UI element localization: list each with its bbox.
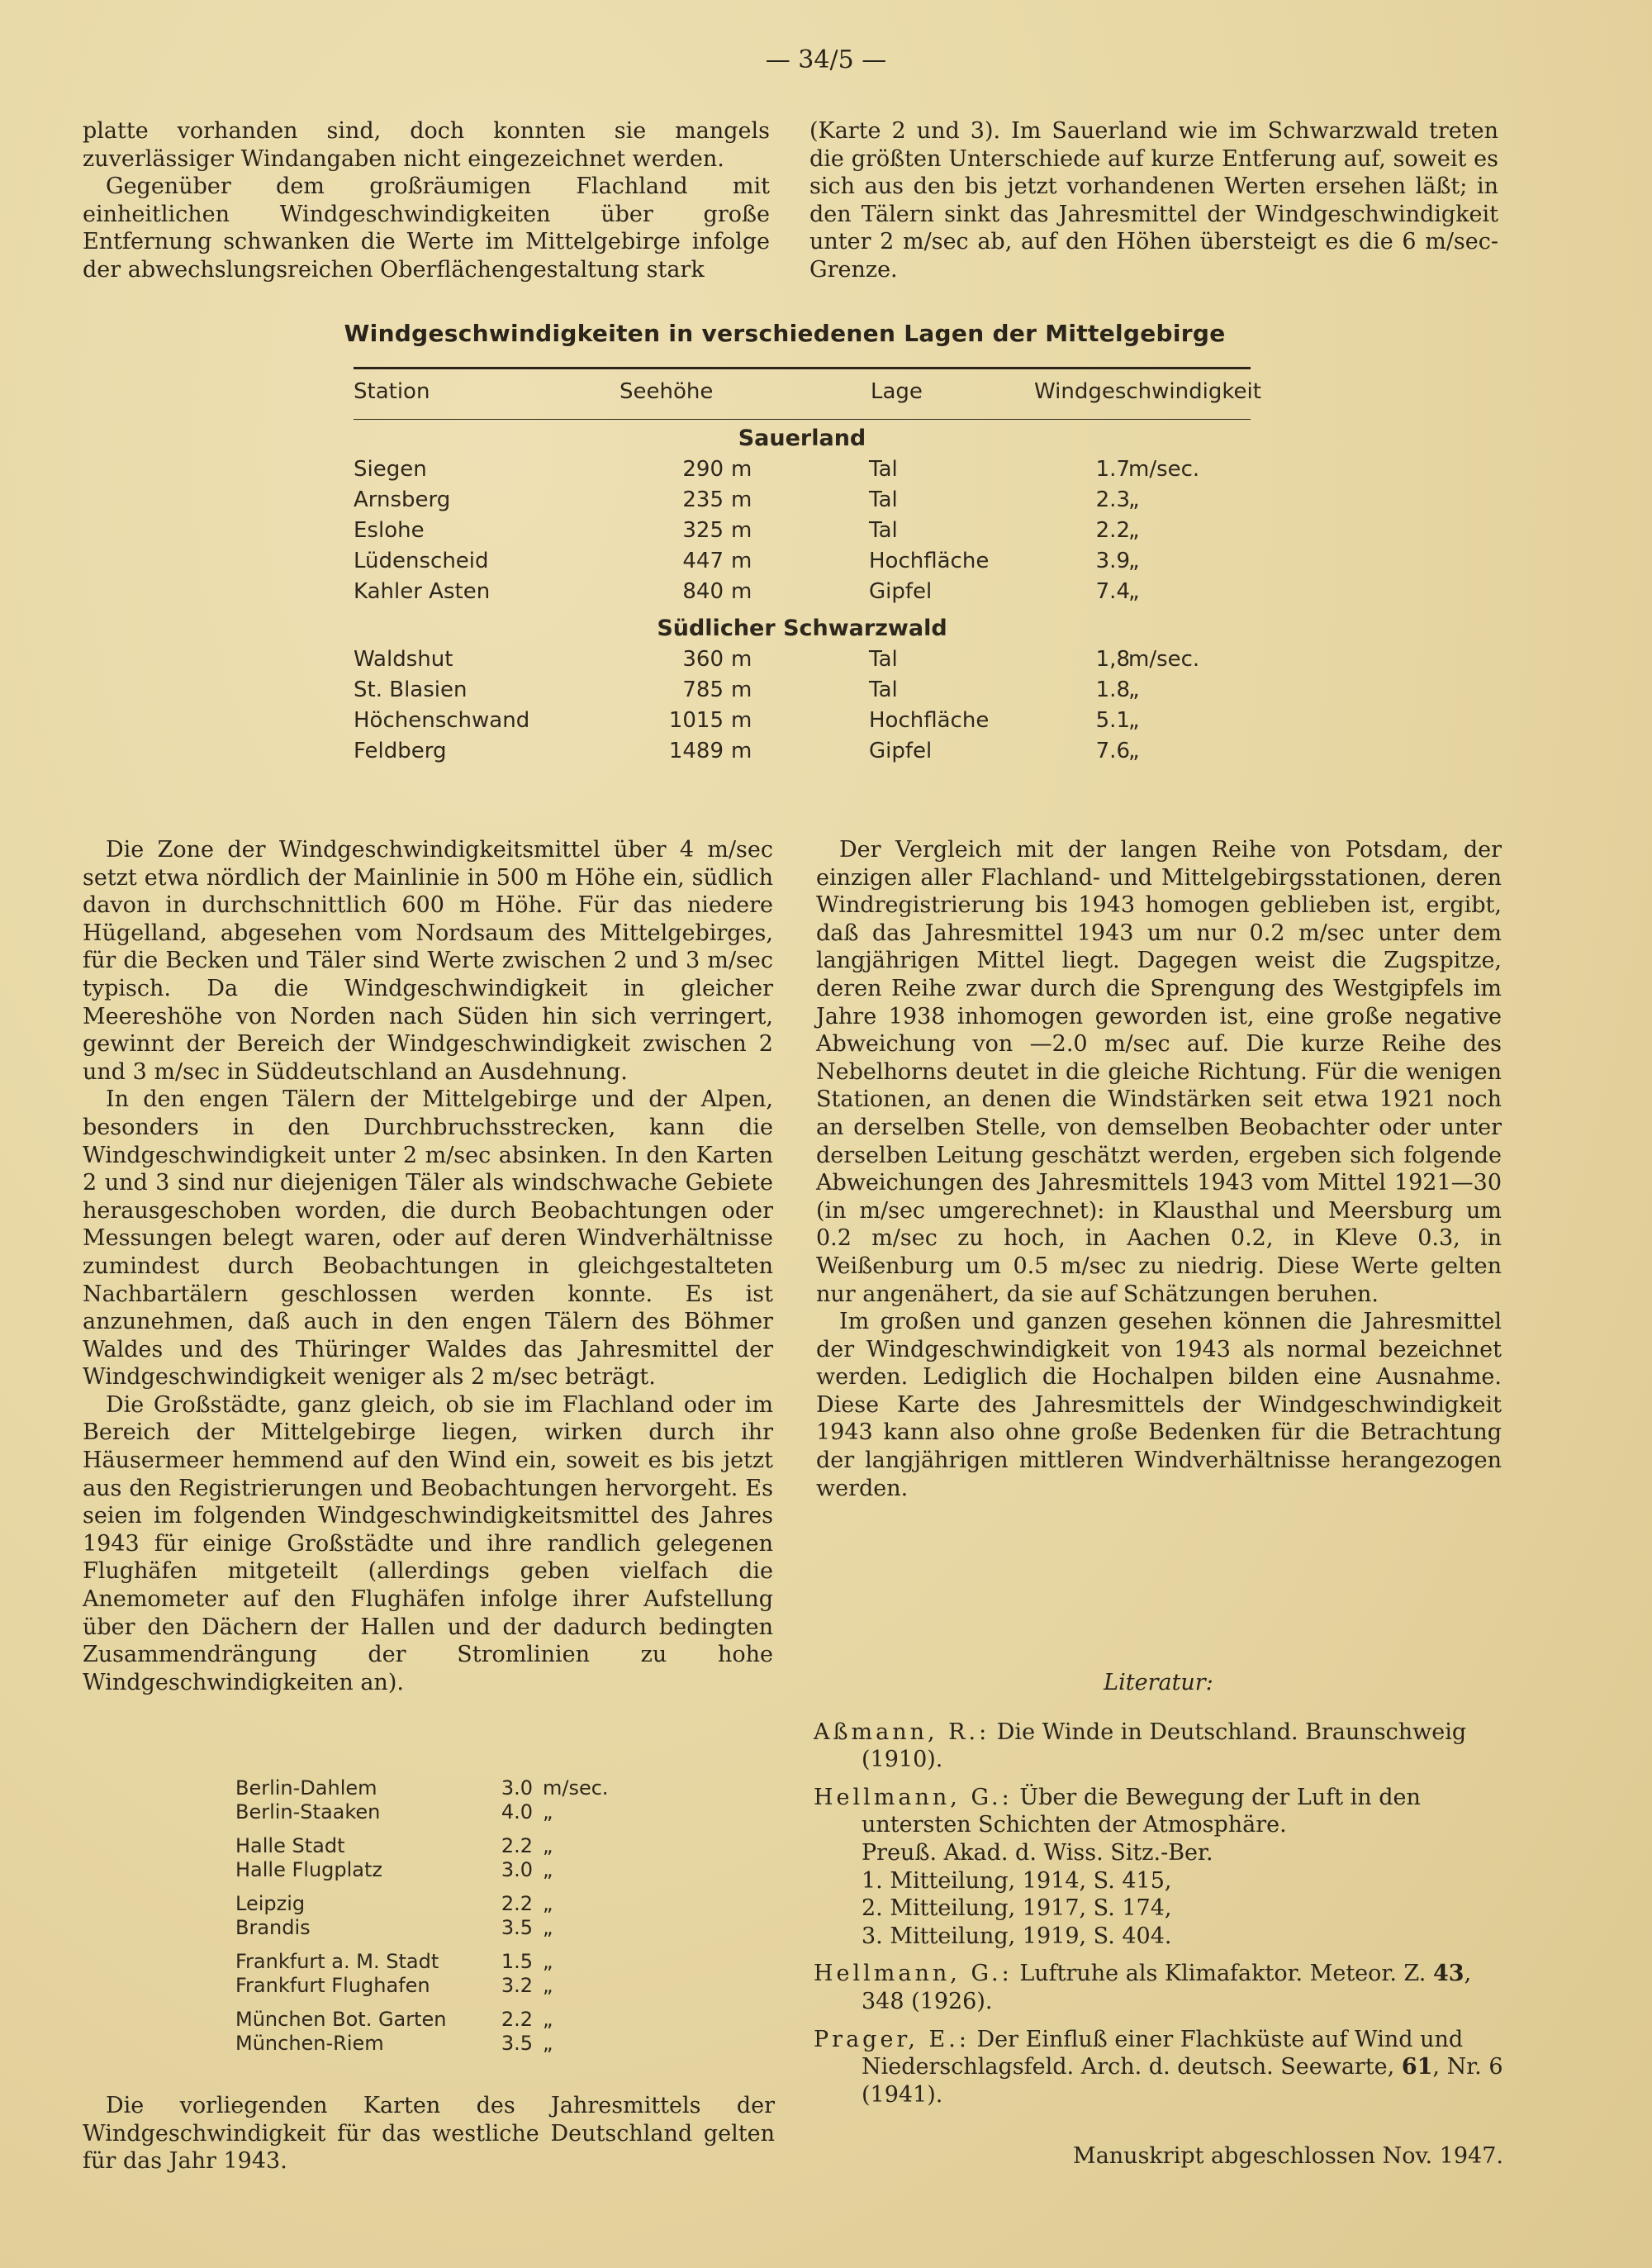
height-unit: m <box>731 647 752 672</box>
station-location: Tal <box>869 518 898 543</box>
reference-line: Preuß. Akad. d. Wiss. Sitz.-Ber. <box>862 1839 1213 1866</box>
reference-author: Hellmann, G.: <box>814 1784 1013 1810</box>
station-location: Tal <box>869 647 898 672</box>
speed-unit: „ <box>1128 708 1140 733</box>
paragraph: Die Großstädte, ganz gleich, ob sie im Flachland oder im Bereich der Mittelgebirge liegen, wirken durch ihr Häusermeer hemmend auf den Wind ein, soweit es bis jetzt aus den Registrierungen und Beobachtungen hervorgeht. Es seien im folgenden Windgeschwindigkeitsmittel des Jahres 1943 für einige Großstädte und ihre randlich gelegenen Flughäfen mitgeteilt (allerdings geben vielfach die Anemometer auf den Flughäfen infolge ihrer Aufstellung über den Dächern der Hallen und der dadurch bedingten Zusammendrängung der Stromlinien zu hohe Windgeschwindigkeiten an). <box>83 1391 773 1695</box>
reference-entry <box>814 1960 1503 2015</box>
place-value: 2.2 <box>501 1892 533 1915</box>
station-height: 785 <box>682 678 724 702</box>
paragraph: Die vorliegenden Karten des Jahresmittels der Windgeschwindigkeit für das westliche Deutschland gelten für das Jahr 1943. <box>83 2093 775 2175</box>
table-row <box>235 1776 665 1800</box>
speed-unit: m/sec. <box>1128 457 1200 482</box>
header-height: Seehöhe <box>620 379 714 404</box>
speed-unit: „ <box>1128 678 1140 702</box>
station-location: Tal <box>869 457 898 482</box>
table-row <box>354 678 1251 708</box>
place-value: 3.0 <box>501 1858 533 1881</box>
station-speed: 7.6 <box>1095 739 1130 763</box>
value-unit: „ <box>543 1950 553 1973</box>
station-location: Hochfläche <box>869 708 990 733</box>
place-value: 2.2 <box>501 2008 533 2031</box>
table-row <box>354 579 1251 610</box>
height-unit: m <box>731 678 752 702</box>
value-unit: „ <box>543 1858 553 1881</box>
paragraph: Der Vergleich mit der langen Reihe von Potsdam, der einzigen aller Flachland- und Mittelgebirgsstationen, deren Windregistrierung bis 1943 homogen geblieben ist, ergibt, daß das Jahresmittel 1943 um nur 0.2 m/sec unter dem langjährigen Mittel liegt. Dagegen weist die Zugspitze, deren Reihe zwar durch die Sprengung des Westgipfels im Jahre 1938 inhomogen geworden ist, eine große negative Abweichung von —2.0 m/sec auf. Die kurze Reihe des Nebelhorns deutet in die gleiche Richtung. Für die wenigen Stationen, an denen die Windstärken seit etwa 1921 noch an derselben Stelle, von demselben Beobachter oder unter derselben Leitung geschätzt werden, ergeben sich folgende Abweichungen des Jahresmittels 1943 vom Mittel 1921—30 (in m/sec umgerechnet): in Klausthal und Meersburg um 0.2 m/sec zu hoch, in Aachen 0.2, in Kleve 0.3, in Weißenburg um 0.5 m/sec zu niedrig. Diese Werte gelten nur angenähert, da sie auf Schätzungen beruhen. <box>816 837 1502 1307</box>
speed-unit: m/sec. <box>1128 647 1200 672</box>
speed-unit: „ <box>1128 518 1140 543</box>
table-row <box>354 518 1251 549</box>
table-row <box>235 1950 665 1974</box>
table-row <box>235 1916 665 1940</box>
place-name: Frankfurt a. M. Stadt <box>235 1950 439 1973</box>
table-row <box>235 1800 665 1824</box>
table-row <box>354 487 1251 518</box>
paragraph: Gegenüber dem großräumigen Flachland mit einheitlichen Windgeschwindigkeiten über große Entfernung schwanken die Werte im Mittelgebirge infolge der abwechslungsreichen Oberflächengestaltung stark <box>83 174 770 283</box>
reference-line: 1. Mitteilung, 1914, S. 415, <box>862 1867 1172 1894</box>
reference-entry <box>814 1719 1503 1774</box>
place-name: Frankfurt Flughafen <box>235 1974 430 1997</box>
header-speed: Windgeschwindigkeit <box>1034 379 1261 404</box>
reference-line: 2. Mitteilung, 1917, S. 174, <box>862 1895 1172 1922</box>
station-name: Siegen <box>354 457 427 482</box>
value-unit: „ <box>543 1974 553 1997</box>
place-value: 3.5 <box>501 1916 533 1939</box>
city-group <box>235 2008 665 2056</box>
city-group <box>235 1834 665 1882</box>
station-speed: 1.7 <box>1095 457 1130 482</box>
table-row <box>354 647 1251 678</box>
reference-volume: 61 <box>1401 2054 1433 2080</box>
place-name: Berlin-Dahlem <box>235 1776 377 1800</box>
place-value: 3.0 <box>501 1776 533 1800</box>
paragraph: In den engen Tälern der Mittelgebirge und der Alpen, besonders in den Durchbruchsstrecken, kann die Windgeschwindigkeit unter 2 m/sec absinken. In den Karten 2 und 3 sind nur diejenigen Täler als windschwache Gebiete herausgeschoben worden, die durch Beobachtungen oder Messungen belegt waren, oder auf deren Windverhältnisse zumindest durch Beobachtungen in gleichgestalteten Nachbartälern geschlossen werden konnte. Es ist anzunehmen, daß auch in den engen Tälern des Böhmer Waldes und des Thüringer Waldes das Jahresmittel der Windgeschwindigkeit weniger als 2 m/sec beträgt. <box>83 1086 773 1391</box>
place-name: Brandis <box>235 1916 311 1939</box>
height-unit: m <box>731 487 752 512</box>
city-wind-table <box>235 1776 665 2066</box>
station-name: Eslohe <box>354 518 425 543</box>
value-unit: „ <box>543 1834 553 1857</box>
city-group <box>235 1950 665 1998</box>
value-unit: m/sec. <box>543 1776 609 1800</box>
place-value: 3.2 <box>501 1974 533 1997</box>
reference-author: Aßmann, R.: <box>814 1719 990 1745</box>
reference-author: Hellmann, G.: <box>814 1961 1013 1987</box>
literature-title: Literatur: <box>1104 1670 1213 1695</box>
table-row <box>235 2032 665 2056</box>
middle-left-column <box>83 836 773 1696</box>
station-height: 325 <box>682 518 724 543</box>
place-name: Berlin-Staaken <box>235 1800 381 1823</box>
region-heading: Sauerland <box>738 426 866 451</box>
station-speed: 3.9 <box>1095 549 1130 573</box>
reference-volume: 43 <box>1433 1961 1464 1987</box>
top-right-column <box>809 117 1498 284</box>
paragraph: Im großen und ganzen gesehen können die Jahresmittel der Windgeschwindigkeit von 1943 als normal bezeichnet werden. Lediglich die Hochalpen bilden eine Ausnahme. Diese Karte des Jahresmittels der Windgeschwindigkeit 1943 kann also ohne große Bedenken für die Betrachtung der langjährigen mittleren Windverhältnisse herangezogen werden. <box>816 1309 1502 1501</box>
header-station: Station <box>354 379 430 404</box>
station-name: Feldberg <box>354 739 447 763</box>
place-name: Halle Stadt <box>235 1834 345 1857</box>
station-location: Tal <box>869 487 898 512</box>
station-height: 360 <box>682 647 724 672</box>
reference-entry <box>814 1784 1503 1951</box>
page-number: — 34/5 — <box>765 45 887 74</box>
place-value: 2.2 <box>501 1834 533 1857</box>
station-name: Höchenschwand <box>354 708 530 733</box>
wind-table-title: Windgeschwindigkeiten in verschiedenen Lagen der Mittelgebirge <box>344 320 1226 347</box>
station-location: Gipfel <box>869 579 933 604</box>
station-height: 290 <box>682 457 724 482</box>
place-value: 1.5 <box>501 1950 533 1973</box>
reference-text: Über die Bewegung der Luft in den untersten Schichten der Atmosphäre. <box>862 1784 1421 1838</box>
height-unit: m <box>731 579 752 604</box>
station-height: 1489 <box>668 739 724 763</box>
speed-unit: „ <box>1128 579 1140 604</box>
value-unit: „ <box>543 2008 553 2031</box>
wind-table <box>354 367 1261 769</box>
paragraph: platte vorhanden sind, doch konnten sie mangels zuverlässiger Windangaben nicht eingezeichnet werden. <box>83 118 770 172</box>
top-left-column <box>83 117 770 284</box>
station-location: Tal <box>869 678 898 702</box>
table-row <box>354 549 1251 579</box>
reference-text: , 348 (1926). <box>862 1961 1472 2014</box>
city-group <box>235 1776 665 1824</box>
station-name: Lüdenscheid <box>354 549 489 573</box>
height-unit: m <box>731 518 752 543</box>
value-unit: „ <box>543 1800 553 1823</box>
table-row <box>235 1892 665 1916</box>
reference-author: Prager, E.: <box>814 2026 970 2052</box>
station-speed: 7.4 <box>1095 579 1130 604</box>
table-row <box>235 1858 665 1882</box>
reference-entry <box>814 2026 1503 2109</box>
region-heading: Südlicher Schwarzwald <box>657 616 947 641</box>
station-speed: 2.2 <box>1095 518 1130 543</box>
station-name: Arnsberg <box>354 487 451 512</box>
height-unit: m <box>731 549 752 573</box>
place-name: Halle Flugplatz <box>235 1858 383 1881</box>
station-height: 840 <box>682 579 724 604</box>
station-speed: 5.1 <box>1095 708 1130 733</box>
reference-line: 3. Mitteilung, 1919, S. 404. <box>862 1923 1172 1949</box>
station-location: Hochfläche <box>869 549 990 573</box>
table-row <box>235 1974 665 1998</box>
station-height: 447 <box>682 549 724 573</box>
reference-text: Die Winde in Deutschland. Braunschweig (1910). <box>862 1719 1467 1773</box>
station-speed: 1,8 <box>1095 647 1130 672</box>
bottom-left-column <box>83 2092 775 2175</box>
place-value: 4.0 <box>501 1800 533 1823</box>
height-unit: m <box>731 457 752 482</box>
table-header <box>354 369 1261 419</box>
height-unit: m <box>731 708 752 733</box>
reference-text: Der Einfluß einer Flachküste auf Wind und Niederschlagsfeld. Arch. d. deutsch. Seewarte, <box>862 2026 1464 2080</box>
city-group <box>235 1892 665 1940</box>
table-row <box>235 2008 665 2032</box>
station-height: 1015 <box>668 708 724 733</box>
station-speed: 1.8 <box>1095 678 1130 702</box>
speed-unit: „ <box>1128 487 1140 512</box>
place-name: München Bot. Garten <box>235 2008 447 2031</box>
station-name: Kahler Asten <box>354 579 491 604</box>
place-value: 3.5 <box>501 2032 533 2055</box>
station-name: St. Blasien <box>354 678 468 702</box>
table-row <box>354 708 1251 739</box>
value-unit: „ <box>543 1916 553 1939</box>
literature-section <box>814 1669 1503 2118</box>
station-location: Gipfel <box>869 739 933 763</box>
station-speed: 2.3 <box>1095 487 1130 512</box>
station-height: 235 <box>682 487 724 512</box>
speed-unit: „ <box>1128 739 1140 763</box>
value-unit: „ <box>543 1892 553 1915</box>
header-location: Lage <box>871 379 923 404</box>
height-unit: m <box>731 739 752 763</box>
table-row <box>354 739 1251 769</box>
reference-text: , Nr. 6 (1941). <box>862 2054 1503 2108</box>
middle-right-column <box>816 836 1502 1502</box>
table-row <box>354 457 1251 487</box>
speed-unit: „ <box>1128 549 1140 573</box>
manuscript-note: Manuskript abgeschlossen Nov. 1947. <box>1073 2143 1503 2169</box>
paragraph: (Karte 2 und 3). Im Sauerland wie im Schwarzwald treten die größten Unterschiede auf kurze Entferung auf, soweit es sich aus den bis jetzt vorhandenen Werten ersehen läßt; in den Tälern sinkt das Jahresmittel der Windgeschwindigkeit unter 2 m/sec ab, auf den Höhen übersteigt es die 6 m/sec-Grenze. <box>809 118 1498 283</box>
place-name: Leipzig <box>235 1892 306 1915</box>
place-name: München-Riem <box>235 2032 384 2055</box>
reference-text: Luftruhe als Klimafaktor. Meteor. Z. <box>1019 1961 1427 1987</box>
value-unit: „ <box>543 2032 553 2055</box>
table-row <box>235 1834 665 1858</box>
paragraph: Die Zone der Windgeschwindigkeitsmittel über 4 m/sec setzt etwa nördlich der Mainlinie in 500 m Höhe ein, südlich davon in durchschnittlich 600 m Höhe. Für das niedere Hügelland, abgesehen vom Nordsaum des Mittelgebirges, für die Becken und Täler sind Werte zwischen 2 und 3 m/sec typisch. Da die Windgeschwindigkeit in gleicher Meereshöhe von Norden nach Süden hin sich verringert, gewinnt der Bereich der Windgeschwindigkeit zwischen 2 und 3 m/sec in Süddeutschland an Ausdehnung. <box>83 837 773 1085</box>
station-name: Waldshut <box>354 647 453 672</box>
